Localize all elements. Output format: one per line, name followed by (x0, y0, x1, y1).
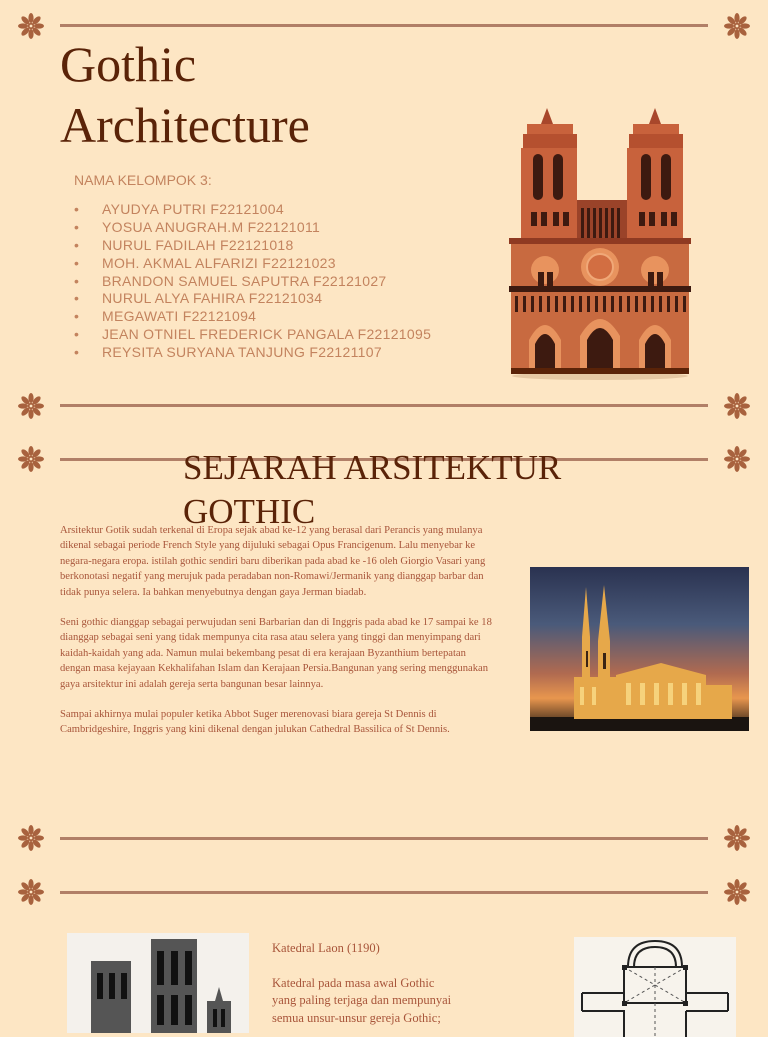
bottom-divider (60, 837, 708, 840)
flower-ornament-icon (724, 879, 750, 905)
caption-title: Katedral Laon (1190) (272, 941, 380, 955)
list-item: • MEGAWATI F22121094 (74, 308, 257, 325)
list-item: • BRANDON SAMUEL SAPUTRA F22121027 (74, 272, 387, 289)
paragraph: Arsitektur Gotik sudah terkenal di Eropa sejak abad ke-12 yang berasal dari Perancis yang mulanya dikenal sebagai periode French Style yang dijuluki sebagai Opus Francigenum. Lalu menyebar ke negara-negara eropa. istilah gothic sendiri baru diberikan pada abad ke -16 oleh Giorgio Vasari yang berkonotasi negatif yang merujuk pada peradaban non-Romawi/Jermanik yang dianggap barbar dan tidak punya selera. Ia bahkan menyebutnya dengan gaya Jerman biadab. (60, 525, 486, 598)
top-divider (60, 891, 708, 894)
title-line-2: Architecture (60, 97, 310, 153)
top-divider (60, 24, 708, 27)
flower-ornament-icon (18, 13, 44, 39)
list-item: • MOH. AKMAL ALFARIZI F22121023 (74, 254, 336, 271)
flower-ornament-icon (18, 825, 44, 851)
cathedral-night-photo (530, 567, 749, 731)
cathedral-floor-plan (574, 937, 736, 1037)
bottom-divider (60, 404, 708, 407)
members-label: NAMA KELOMPOK 3: (74, 172, 212, 188)
list-item: • AYUDYA PUTRI F22121004 (74, 201, 284, 217)
flower-ornament-icon (724, 393, 750, 419)
heading-line-2: GOTHIC (183, 492, 316, 531)
flower-ornament-icon (18, 446, 44, 472)
title-line-1: Gothic (60, 36, 197, 92)
cathedral-illustration (505, 104, 695, 380)
flower-ornament-icon (724, 13, 750, 39)
laon-caption (272, 940, 507, 1027)
member-list-section (74, 172, 431, 362)
page-title (60, 34, 310, 156)
member-list (74, 201, 431, 362)
heading-line-1: SEJARAH ARSITEKTUR (183, 448, 562, 487)
flower-ornament-icon (724, 446, 750, 472)
list-item: • NURUL FADILAH F22121018 (74, 236, 294, 253)
flower-ornament-icon (724, 825, 750, 851)
history-text (60, 523, 492, 753)
caption-line: yang paling terjaga dan mempunyai (272, 993, 452, 1007)
list-item: • NURUL ALYA FAHIRA F22121034 (74, 290, 323, 307)
paragraph: Seni gothic dianggap sebagai perwujudan seni Barbarian dan di Inggris pada abad ke 17 sampai ke 18 dianggap sebagai seni yang tidak mempunya cita rasa atau selera yang tinggi dan menyimpang dari kaidah-kaidah yang ada. Namun mulai bekembang pesat di era kerajaan Byzanthium bertepatan dengan masa kejayaan Kekhalifahan Islam dan Kerajaan Persia.Bangunan yang sering menggunakan gaya arsitektur ini adalah gereja serta bangunan besar lainnya. (60, 617, 492, 690)
paragraph: Sampai akhirnya mulai populer ketika Abbot Suger merenovasi biara gereja St Dennis di Cambridgeshire, Inggris yang kini dikenal dengan julukan Cathedral Bassilica of St Dennis. (60, 709, 450, 736)
caption-line: Katedral pada masa awal Gothic (272, 975, 435, 990)
flower-ornament-icon (18, 393, 44, 419)
list-item: • JEAN OTNIEL FREDERICK PANGALA F22121095 (74, 326, 432, 343)
laon-cathedral-sketch (67, 933, 249, 1033)
flower-ornament-icon (18, 879, 44, 905)
list-item: • YOSUA ANUGRAH.M F22121011 (74, 218, 321, 235)
list-item: • REYSITA SURYANA TANJUNG F22121107 (74, 344, 382, 361)
caption-line: semua unsur-unsur gereja Gothic; (272, 1010, 441, 1025)
section-heading (183, 446, 623, 534)
